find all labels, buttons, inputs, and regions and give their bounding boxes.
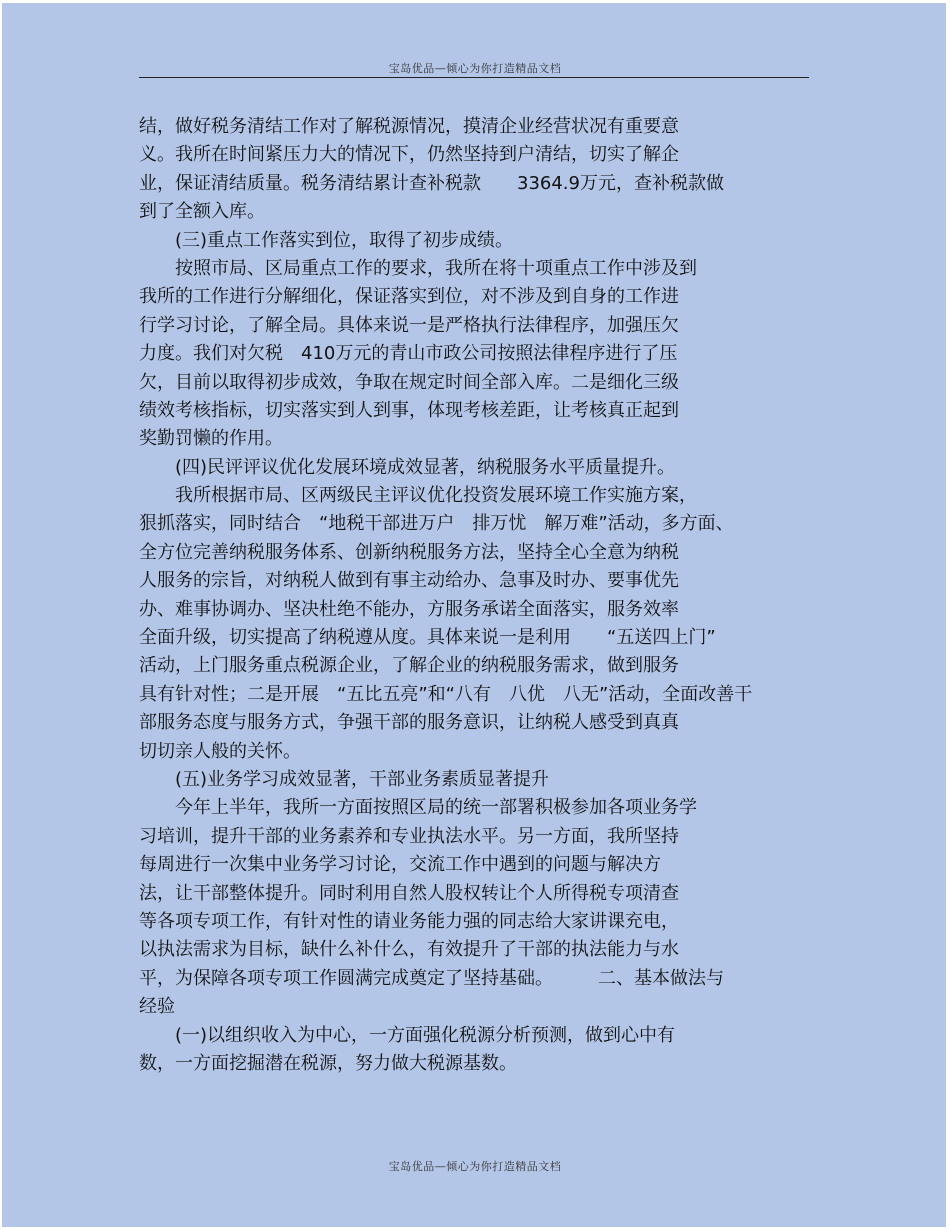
text-line: 办、难事协调办、坚决杜绝不能办，方服务承诺全面落实，服务效率: [139, 598, 679, 620]
text-line: 义。我所在时间紧压力大的情况下，仍然坚持到户清结，切实了解企: [139, 144, 679, 166]
text-line: 切切亲人般的关怀。: [139, 740, 301, 762]
text-line: 每周进行一次集中业务学习讨论，交流工作中遇到的问题与解决方: [139, 854, 661, 876]
header-divider: [139, 77, 809, 78]
text-line: 具有针对性；二是开展 “五比五亮”和“八有 八优 八无”活动，全面改善干: [139, 683, 753, 705]
text-line: 法，让干部整体提升。同时利用自然人股权转让个人所得税专项清查: [139, 882, 679, 904]
text-line: 习培训，提升干部的业务素养和专业执法水平。另一方面，我所坚持: [139, 825, 679, 847]
text-line: 部服务态度与服务方式，争强干部的服务意识，让纳税人感受到真真: [139, 712, 679, 734]
text-line: 活动，上门服务重点税源企业，了解企业的纳税服务需求，做到服务: [139, 655, 679, 677]
text-line: 业，保证清结质量。税务清结累计查补税款 3364.9万元，查补税款做: [139, 172, 724, 194]
text-line: 我所的工作进行分解细化，保证落实到位，对不涉及到自身的工作进: [139, 286, 679, 308]
page-header: 宝岛优品—倾心为你打造精品文档: [388, 62, 562, 75]
text-line: 我所根据市局、区两级民主评议优化投资发展环境工作实施方案，: [139, 485, 697, 507]
text-line: 按照市局、区局重点工作的要求，我所在将十项重点工作中涉及到: [139, 257, 697, 279]
text-line: 以执法需求为目标，缺什么补什么，有效提升了干部的执法能力与水: [139, 939, 679, 961]
text-line: 全方位完善纳税服务体系、创新纳税服务方法，坚持全心全意为纳税: [139, 541, 679, 563]
page-footer: 宝岛优品—倾心为你打造精品文档: [388, 1160, 562, 1173]
text-line: 到了全额入库。: [139, 201, 265, 223]
text-line: 数，一方面挖掘潜在税源，努力做大税源基数。: [139, 1052, 517, 1074]
document-body: [139, 113, 799, 1078]
section-heading: (三)重点工作落实到位，取得了初步成绩。: [139, 229, 514, 251]
text-line: 人服务的宗旨，对纳税人做到有事主动给办、急事及时办、要事优先: [139, 570, 679, 592]
section-heading: (四)民评评议优化发展环境成效显著，纳税服务水平质量提升。: [139, 456, 676, 478]
text-line: 今年上半年，我所一方面按照区局的统一部署积极参加各项业务学: [139, 797, 697, 819]
text-line: 结，做好税务清结工作对了解税源情况，摸清企业经营状况有重要意: [139, 116, 679, 137]
section-heading: (一)以组织收入为中心，一方面强化税源分析预测，做到心中有: [139, 1024, 676, 1046]
text-line: 经验: [139, 996, 175, 1018]
text-line: 行学习讨论，了解全局。具体来说一是严格执行法律程序，加强压欠: [139, 314, 679, 336]
text-line: 狠抓落实，同时结合 “地税干部进万户 排万忧 解万难”活动，多方面、: [139, 513, 734, 535]
text-line: 平，为保障各项专项工作圆满完成奠定了坚持基础。 二、基本做法与: [139, 967, 724, 989]
text-line: 等各项专项工作，有针对性的请业务能力强的同志给大家讲课充电，: [139, 910, 679, 932]
text-line: 全面升级，切实提高了纳税遵从度。具体来说一是利用 “五送四上门”: [139, 627, 716, 649]
text-line: 欠，目前以取得初步成效，争取在规定时间全部入库。二是细化三级: [139, 371, 679, 393]
text-line: 奖勤罚懒的作用。: [139, 428, 283, 450]
text-line: 绩效考核指标，切实落实到人到事，体现考核差距，让考核真正起到: [139, 399, 679, 421]
section-heading: (五)业务学习成效显著，干部业务素质显著提升: [139, 768, 550, 790]
text-line: 力度。我们对欠税 410万元的青山市政公司按照法律程序进行了压: [139, 343, 678, 365]
